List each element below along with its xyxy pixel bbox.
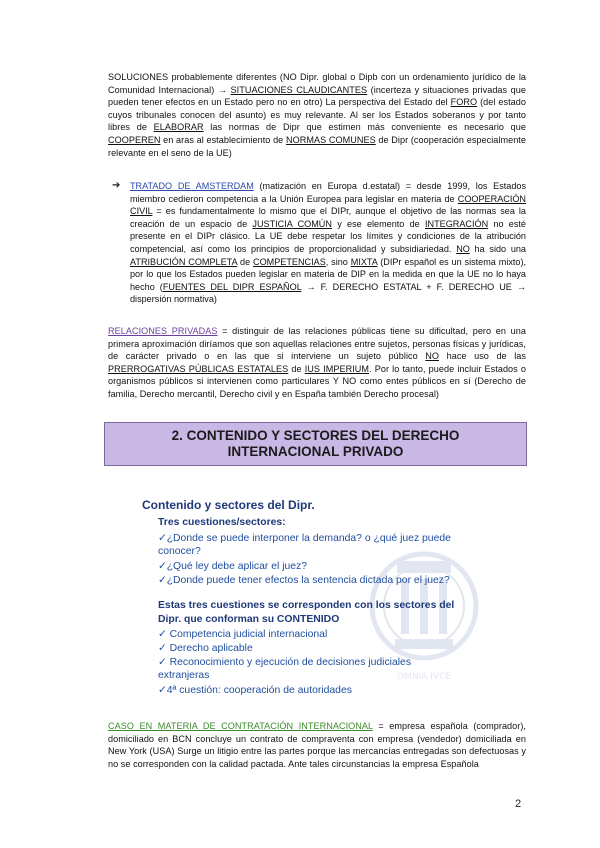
text-run: (incerteza y situaciones privadas que pueden tener efectos en un Estado pero no en otro) La perspectiva del Estado del [108, 84, 527, 108]
text-run: SOLUCIONES probablemente diferentes (NO Dipr. global o Dipb con un ordenamiento jurídico de la Comunidad Internacional) → [108, 72, 526, 95]
text-run: ha sido una [469, 243, 526, 254]
text-run: , sino [325, 256, 351, 267]
underlined-term: NORMAS COMUNES [285, 134, 376, 145]
text-run: = empresa española (comprador), domiciliado en BCN concluye un contrato de compraventa con empresa (vendedor) domiciliada en New York (USA) Surge un litigio entre las partes porque las mercancías entregadas son defectuosas y no se corresponden con la calidad pactada. Ante tales circunstancias la empresa Española [108, 721, 526, 769]
text-run: de Dipr (cooperación especialmente relevante en el seno de la UE) [108, 134, 526, 158]
text-run: hace uso de las [439, 351, 526, 362]
paragraph-soluciones [108, 71, 526, 159]
slide-title: Contenido y sectores del Dipr. [142, 498, 315, 512]
slide-question-3: ✓¿Donde puede tener efectos la sentencia dictada por el juez? [158, 575, 450, 586]
underlined-term: PRERROGATIVAS PÚBLICAS ESTATALES [108, 363, 289, 374]
slide-question-1-cont: conocer? [158, 546, 201, 557]
slide-subheading-2: Estas tres cuestiones se corresponden con los sectores del [158, 600, 455, 611]
slide-subheading-2-cont: Dipr. que conforman su CONTENIDO [158, 614, 340, 625]
underlined-term: SITUACIONES CLAUDICANTES [230, 84, 368, 95]
heading-line-1: 2. CONTENIDO Y SECTORES DEL DERECHO [171, 428, 460, 443]
paragraph-caso-contratacion [108, 720, 526, 770]
underlined-term: COMPETENCIAS [253, 256, 326, 267]
underlined-term: FUENTES DEL DIPR ESPAÑOL [162, 281, 302, 292]
slide-content-3-cont: extranjeras [158, 670, 210, 681]
heading-line-2: INTERNACIONAL PRIVADO [227, 444, 404, 459]
text-run: = es fundamentalmente lo mismo que el DIPr, aunque el objetivo de las normas sea la creación de un espacio de [130, 206, 526, 229]
slide-question-2: ✓¿Qué ley debe aplicar el juez? [158, 561, 308, 572]
underlined-term: MIXTA [350, 256, 378, 267]
page-number: 2 [515, 798, 522, 810]
link-relaciones-privadas[interactable]: RELACIONES PRIVADAS [108, 326, 218, 336]
text-run: y ese elemento de [331, 218, 425, 229]
text-run: las normas de Dipr que estimen más conveniente es necesario que [203, 122, 527, 133]
text-run: de [237, 256, 254, 267]
slide-content-2: ✓ Derecho aplicable [158, 643, 253, 654]
text-run: en aras al establecimiento de [160, 134, 286, 145]
slide-question-1: ✓¿Donde se puede interponer la demanda? o ¿qué juez puede [158, 533, 451, 544]
text-run: → F. DERECHO ESTATAL + F. DERECHO UE → dispersión normativa) [130, 281, 527, 305]
underlined-term: IUS IMPERIUM [304, 363, 370, 374]
underlined-term: FORO [450, 97, 478, 108]
paragraph-relaciones-privadas [108, 325, 526, 401]
slide-subheading-1: Tres cuestiones/sectores: [158, 517, 286, 528]
underlined-term: ELABORAR [153, 122, 204, 133]
slide-content-4: ✓4ª cuestión: cooperación de autoridades [158, 685, 352, 696]
text-run: (del estado cuyos tribunales conocen del asunto) es muy relevante. Al ser los Estados soberanos y por tanto libres de [108, 97, 526, 133]
section-heading [104, 422, 527, 466]
underlined-term: JUSTICIA COMÚN [252, 218, 332, 229]
underlined-term: COOPEREN [108, 134, 161, 145]
slide-content-1: ✓ Competencia judicial internacional [158, 629, 328, 640]
watermark-text: OMNIA IVCE [396, 672, 452, 682]
slide-content-3: ✓ Reconocimiento y ejecución de decisiones judiciales [158, 657, 412, 668]
arrow-bullet-icon: ➔ [112, 180, 121, 191]
text-run: de [288, 363, 305, 374]
text-run: (matización en Europa d.estatal) = desde 1999, los Estados miembro cedieron competencia a la Unión Europea para legislar en materia de [130, 181, 527, 204]
underlined-term: NO [456, 243, 470, 254]
text-run: = distinguir de las relaciones públicas tiene su dificultad, pero en una primera aproximación diríamos que son aquellas relaciones entre sujetos, personas físicas y jurídicas, de carácter privado o en las que si interviene un sujeto público [108, 326, 526, 362]
underlined-term: ATRIBUCIÓN COMPLETA [130, 256, 238, 267]
underlined-term: NO [425, 351, 440, 362]
text-run: . Por lo tanto, puede incluir Estados o organismos públicos si intervienen como particulares Y NO como entes públicos en sí (Derecho de familia, Derecho mercantil, Derecho civil y en España también Derecho procesal) [108, 363, 526, 399]
link-tratado-amsterdam[interactable]: TRATADO DE AMSTERDAM [130, 181, 254, 191]
underlined-term: INTEGRACIÓN [425, 218, 489, 229]
slide-image [142, 496, 482, 710]
link-caso-contratacion[interactable]: CASO EN MATERIA DE CONTRATACIÓN INTERNACIONAL [108, 721, 373, 731]
text-run: (DIPr español es un sistema mixto), por lo que los Estados pueden legislar en materia de DIP en la medida en que la UE no lo haya hecho ( [130, 256, 527, 292]
underlined-term: COOPERACIÓN CIVIL [130, 193, 526, 217]
bullet-text [130, 180, 526, 306]
text-run: no esté presente en el DIPr clásico. La UE debe respetar los límites y condiciones de la atribución competencial, así como los principios de proporcionalidad y subsidiariedad. [130, 218, 526, 254]
